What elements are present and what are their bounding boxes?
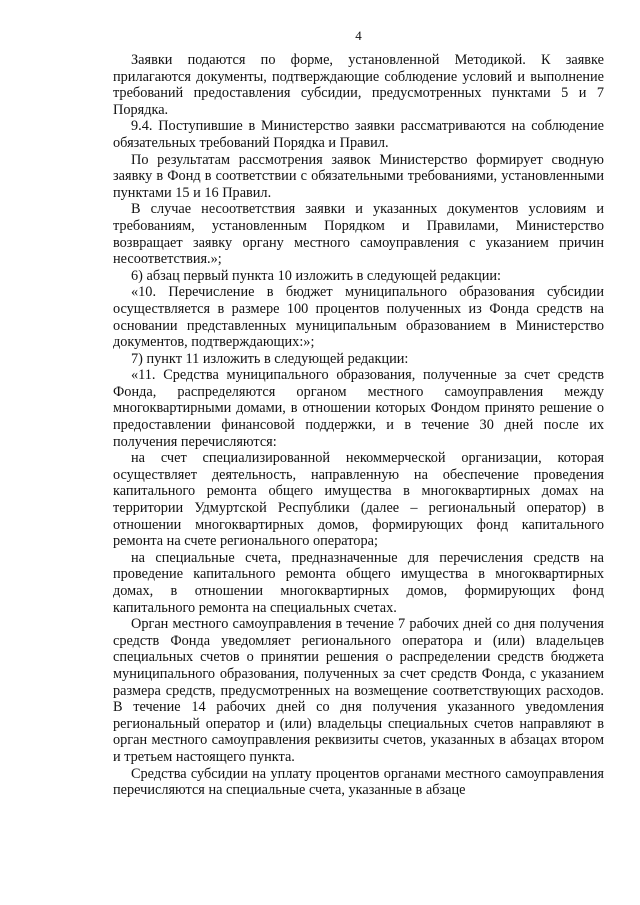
paragraph-applications: Заявки подаются по форме, установленной Методикой. К заявке прилагаются документы, подтверждающие соблюдение условий и выполнение требований предоставления субсидии, предусмотренных пунктами 5 и 7 Порядка. <box>113 52 604 118</box>
paragraph-regional-operator-account: на счет специализированной некоммерческой организации, которая осуществляет деятельность, направленную на обеспечение проведения капитального ремонта общего имущества в многоквартирных домах на территории Удмуртской Республики (далее – региональный оператор) в отношении многоквартирных домов, формирующих фонд капитального ремонта на счете регионального оператора; <box>113 450 604 550</box>
document-body <box>113 52 604 799</box>
paragraph-notification: Орган местного самоуправления в течение 7 рабочих дней со дня получения средств Фонда уведомляет регионального оператора и (или) владельцев специальных счетов о принятии решения о распределении средств бюджета муниципального образования, полученных за счет средств Фонда, с указанием размера средств, предусмотренных на возмещение соответствующих расходов. В течение 14 рабочих дней со дня получения указанного уведомления региональный оператор и (или) владельцы специальных счетов направляют в орган местного самоуправления реквизиты счетов, указанных в абзацах втором и третьем настоящего пункта. <box>113 616 604 765</box>
paragraph-review-results: По результатам рассмотрения заявок Министерство формирует сводную заявку в Фонд в соответствии с обязательными требованиями, установленными пунктами 15 и 16 Правил. <box>113 151 604 201</box>
paragraph-point-11: «11. Средства муниципального образования, полученные за счет средств Фонда, распределяются органом местного самоуправления между многоквартирными домами, в отношении которых Фондом принято решение о предоставлении финансовой поддержки, и в течение 30 дней после их получения перечисляются: <box>113 367 604 450</box>
paragraph-nonconformity: В случае несоответствия заявки и указанных документов условиям и требованиям, установленным Порядком и Правилами, Министерство возвращает заявку органу местного самоуправления с указанием причин несоответствия.»; <box>113 201 604 268</box>
paragraph-9-4: 9.4. Поступившие в Министерство заявки рассматриваются на соблюдение обязательных требований Порядка и Правил. <box>113 118 604 151</box>
paragraph-point-10: «10. Перечисление в бюджет муниципального образования субсидии осуществляется в размере 100 процентов полученных из Фонда средств на основании представленных муниципальным образованием в Министерство документов, подтверждающих:»; <box>113 284 604 351</box>
page-number: 4 <box>355 28 362 43</box>
paragraph-interest-subsidy: Средства субсидии на уплату процентов органами местного самоуправления перечисляются на специальные счета, указанные в абзаце <box>113 765 604 799</box>
paragraph-special-accounts: на специальные счета, предназначенные для перечисления средств на проведение капитального ремонта общего имущества в многоквартирных домах, в отношении многоквартирных домов, формирующих фонд капитального ремонта на специальных счетах. <box>113 549 604 616</box>
paragraph-amendment-7: 7) пункт 11 изложить в следующей редакции: <box>131 350 409 367</box>
paragraph-amendment-6: 6) абзац первый пункта 10 изложить в следующей редакции: <box>131 267 502 284</box>
